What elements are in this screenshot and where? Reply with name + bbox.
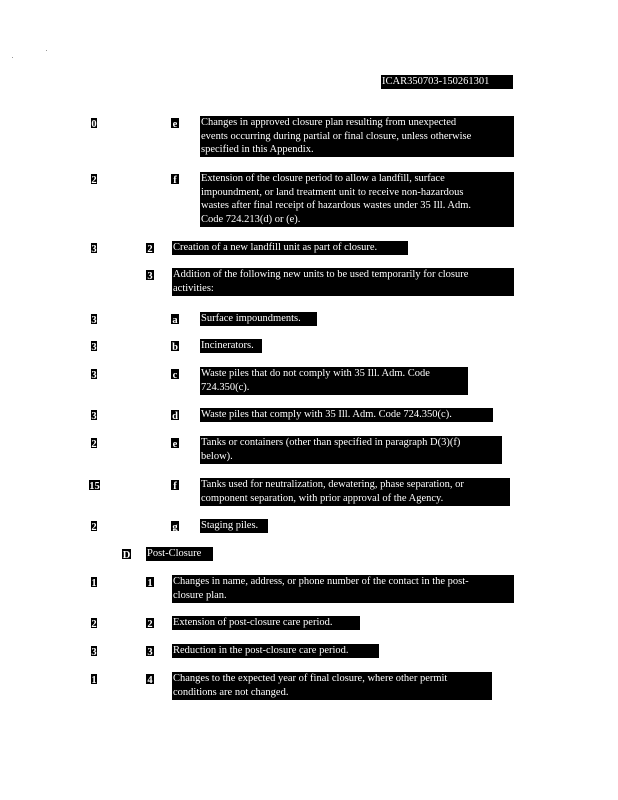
item-letter: 1 <box>147 578 153 587</box>
item-text: Tanks used for neutralization, dewatering, phase separation, or component separation, with prior approval of the Agency. <box>200 478 510 506</box>
item-letter: g <box>172 522 178 531</box>
item-number: 2 <box>91 522 97 531</box>
item-number: 15 <box>89 481 100 490</box>
item-number: 0 <box>91 119 97 128</box>
item-text: Addition of the following new units to be used temporarily for closure activities: <box>172 268 514 296</box>
item-letter: d <box>172 411 178 420</box>
item-number: 1 <box>91 675 97 684</box>
item-letter: 4 <box>147 675 153 684</box>
scan-speck <box>46 50 47 51</box>
item-number: 2 <box>91 619 97 628</box>
document-id-header: ICAR350703-150261301 <box>381 75 513 89</box>
item-number: 3 <box>91 411 97 420</box>
item-text: Surface impoundments. <box>200 312 317 326</box>
item-letter: f <box>171 174 179 184</box>
item-text: Staging piles. <box>200 519 268 533</box>
section-letter: D <box>122 550 131 559</box>
item-number: 3 <box>91 315 97 324</box>
item-number: 1 <box>91 578 97 587</box>
item-letter: 2 <box>147 244 153 253</box>
item-text: Waste piles that comply with 35 Ill. Adm. Code 724.350(c). <box>200 408 493 422</box>
item-letter: a <box>172 315 178 324</box>
item-letter: e <box>172 119 178 128</box>
item-letter: 3 <box>147 271 153 280</box>
item-text: Reduction in the post-closure care period. <box>172 644 379 658</box>
item-letter: 3 <box>147 647 153 656</box>
item-text: Changes in approved closure plan resulting from unexpected events occurring during partial or final closure, unless otherwise specified in this Appendix. <box>200 116 514 157</box>
item-text: Incinerators. <box>200 339 262 353</box>
item-number: 2 <box>91 439 97 448</box>
item-letter: 2 <box>147 619 153 628</box>
item-text: Changes in name, address, or phone number of the contact in the post- closure plan. <box>172 575 514 603</box>
item-text: Tanks or containers (other than specified in paragraph D(3)(f) below). <box>200 436 502 464</box>
item-number: 3 <box>91 342 97 351</box>
item-letter: e <box>172 439 178 448</box>
item-text: Extension of post-closure care period. <box>172 616 360 630</box>
section-heading: Post-Closure <box>146 547 213 561</box>
item-number: 3 <box>91 647 97 656</box>
item-letter: f <box>171 480 179 490</box>
scan-speck <box>12 57 13 58</box>
item-text: Extension of the closure period to allow a landfill, surface impoundment, or land treatment unit to receive non-hazardous wastes after final receipt of hazardous wastes under 35 Ill. Adm. Code 724.213(d) or (e). <box>200 172 514 227</box>
item-letter: c <box>172 370 178 379</box>
item-text: Changes to the expected year of final closure, where other permit conditions are not changed. <box>172 672 492 700</box>
item-number: 2 <box>91 175 97 184</box>
item-text: Waste piles that do not comply with 35 Ill. Adm. Code 724.350(c). <box>200 367 468 395</box>
item-letter: b <box>172 342 178 351</box>
item-number: 3 <box>91 370 97 379</box>
item-number: 3 <box>91 244 97 253</box>
item-text: Creation of a new landfill unit as part of closure. <box>172 241 408 255</box>
